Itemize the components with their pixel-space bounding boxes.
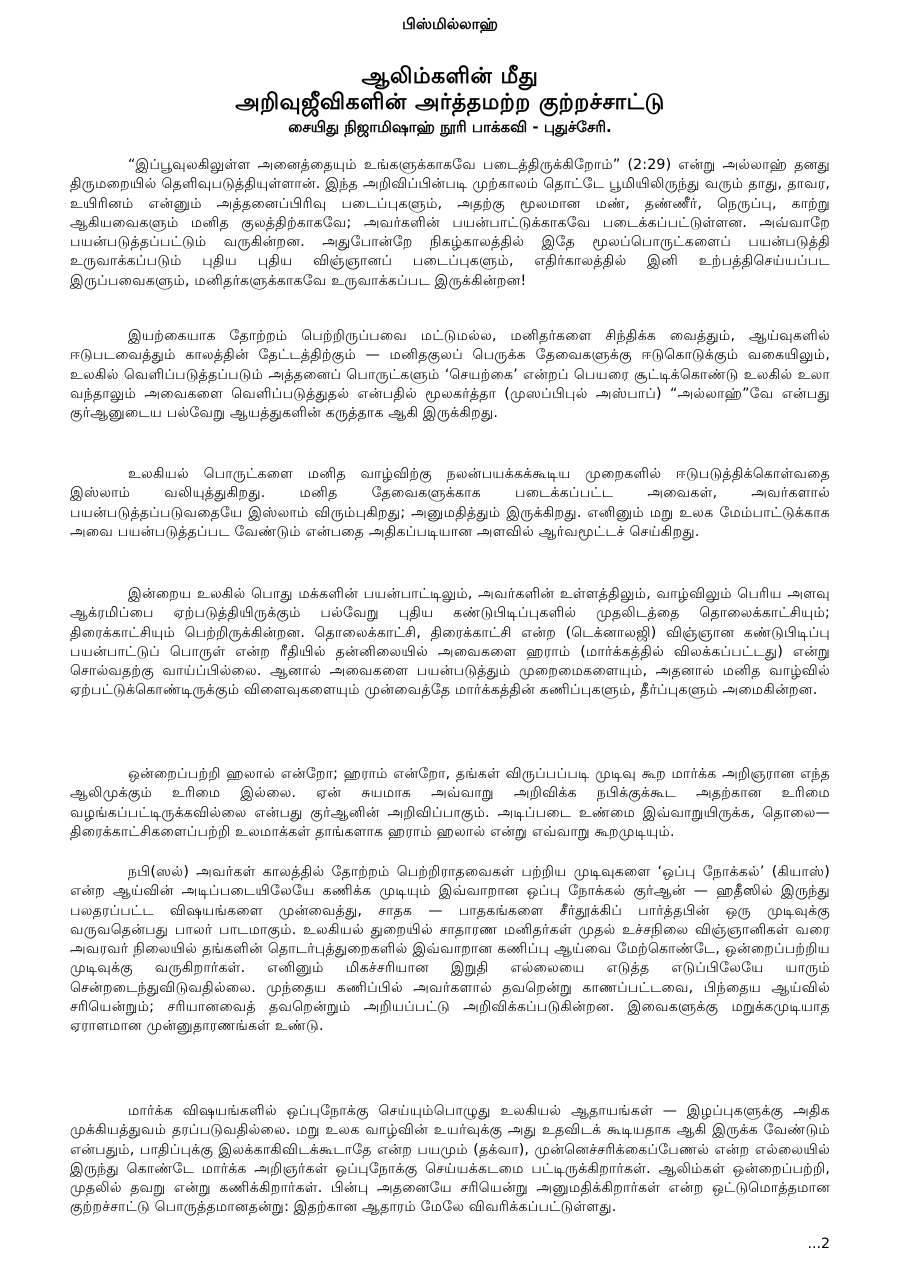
author-line: சையிது நிஜாமிஷாஹ் நூரி பாக்கவி - புதுச்சேரி. [288,118,612,136]
page-continuation-marker: ...2 [807,1236,830,1252]
paragraph-2: இயற்கையாக தோற்றம் பெற்றிருப்பவை மட்டுமல்ல, மனிதர்களை சிந்திக்க வைத்தும், ஆய்வுகளில் ஈடுபடவைத்தும் காலத்தின் தேட்டத்திற்கும் — மனிதகுலப் பெருக்க தேவைகளுக்கு ஈடுகொடுக்கும் வகையிலும், உலகில் வெளிப்படுத்தப்படும் அத்தனைப் பொருட்களும் ‘செயற்கை’ என்றப் பெயரை சூட்டிக்கொண்டு உலகில் உலா வந்தாலும் அவைகளை வெளிப்படுத்துதல் என்பதில் மூலகர்த்தா (முஸப்பிபுல் அஸ்பாப்) “அல்லாஹ்”வே என்பது குர்ஆனுடைய பல்வேறு ஆயத்துகளின் கருத்தாக ஆகி இருக்கிறது. [70,328,830,422]
title-line-1: ஆலிம்களின் மீது [361,64,539,89]
title-line-2: அறிவுஜீவிகளின் அர்த்தமற்ற குற்றச்சாட்டு [235,90,665,115]
paragraph-6: நபி(ஸல்) அவர்கள் காலத்தில் தோற்றம் பெற்றிராதவைகள் பற்றிய முடிவுகளை ‘ஒப்பு நோக்கல்’ (கியாஸ்) என்ற ஆய்வின் அடிப்படையிலேயே கணிக்க முடியும் இவ்வாறான ஒப்பு நோக்கல் குர்ஆன் — ஹதீஸில் இருந்து பலதரப்பட்ட விஷயங்களை முன்வைத்து, சாதக — பாதகங்களை சீர்தூக்கிப் பார்த்தபின் ஒரு முடிவுக்கு வருவதென்பது பாலர் பாடமாகும். உலகியல் துறையில் சாதாரண மனிதர்கள் முதல் உச்சநிலை விஞ்ஞானிகள் வரை அவரவர் நிலையில் தங்களின் தொடர்புத்துறைகளில் இவ்வாறான கணிப்பு ஆய்வை மேற்கொண்டே, ஒன்றைப்பற்றிய முடிவுக்கு வருகிறார்கள். எனினும் மிகச்சரியான இறுதி எல்லையை எடுத்த எடுப்பிலேயே யாரும் சென்றடைந்துவிடுவதில்லை. முந்தைய கணிப்பில் அவர்களால் தவறென்று காணப்பட்டவை, பிந்தைய ஆய்வில் சரியென்றும்; சரியானவைத் தவறென்றும் அறியப்பட்டு அறிவிக்கப்படுகின்றன. இவைகளுக்கு மறுக்கமுடியாத ஏராளமான முன்னுதாரணங்கள் உண்டு. [70,864,830,1035]
paragraph-3: உலகியல் பொருட்களை மனித வாழ்விற்கு நலன்பயக்கக்கூடிய முறைகளில் ஈடுபடுத்திக்கொள்வதை இஸ்லாம் வலியுத்துகிறது. மனித தேவைகளுக்காக படைக்கப்பட்ட அவைகள், அவர்களால் பயன்படுத்தப்படுவதையே இஸ்லாம் விரும்புகிறது; அனுமதித்தும் இருக்கிறது. எனினும் மறு உலக மேம்பாட்டுக்காக அவை பயன்படுத்தப்பட வேண்டும் என்பதை அதிகப்படியான அளவில் ஆர்வமூட்டச் செய்கிறது. [70,466,830,540]
paragraph-7: மார்க்க விஷயங்களில் ஒப்புநோக்கு செய்யும்பொழுது உலகியல் ஆதாயங்கள் — இழப்புகளுக்கு அதிக முக்கியத்துவம் தரப்படுவதில்லை. மறு உலக வாழ்வின் உயர்வுக்கு அது உதவிடக் கூடியதாக ஆகி இருக்க வேண்டும் என்பதும், பாதிப்புக்கு இலக்காகிவிடக்கூடாதே என்ற பயமும் (தக்வா), முன்னெச்சரிக்கைப்பேணல் என்ற எல்லையில் இருந்து கொண்டே மார்க்க அறிஞர்கள் ஒப்புநோக்கு செய்யக்கடமை பட்டிருக்கிறார்கள். ஆலிம்கள் ஒன்றைப்பற்றி, முதலில் தவறு என்று கணிக்கிறார்கள். பின்பு அதனையே சரியென்று அனுமதிக்கிறார்கள் என்ற ஒட்டுமொத்தமான குற்றச்சாட்டு பொருத்தமானதன்று: இதற்கான ஆதாரம் மேலே விவரிக்கப்பட்டுள்ளது. [70,1103,830,1216]
paragraph-1: “இப்பூவுலகிலுள்ள அனைத்தையும் உங்களுக்காகவே படைத்திருக்கிறோம்” (2:29) என்று அல்லாஹ் தனது திருமறையில் தெளிவுபடுத்தியுள்ளான். இந்த அறிவிப்பின்படி முற்காலம் தொட்டே பூமியிலிருந்து வரும் தாது, தாவர, உயிரினம் என்னும் அத்தனைப்பிரிவு படைப்புகளும், அதற்கு மூலமான மண், தண்ணீர், நெருப்பு, காற்று ஆகியவைகளும் மனித குலத்திற்காகவே; அவர்களின் பயன்பாட்டுக்காகவே படைக்கப்பட்டுள்ளன. அவ்வாறே பயன்படுத்தப்பட்டும் வருகின்றன. அதுபோன்றே நிகழ்காலத்தில் இதே மூலப்பொருட்களைப் பயன்படுத்தி உருவாக்கப்படும் புதிய புதிய விஞ்ஞானப் படைப்புகளும், எதிர்காலத்தில் இனி உற்பத்திசெய்யப்பட இருப்பவைகளும், மனிதர்களுக்காகவே உருவாக்கப்பட இருக்கின்றன! [70,157,830,289]
paragraph-4: இன்றைய உலகில் பொது மக்களின் பயன்பாட்டிலும், அவர்களின் உள்ளத்திலும், வாழ்விலும் பெரிய அளவு ஆக்ரமிப்பை ஏற்படுத்தியிருக்கும் பல்வேறு புதிய கண்டுபிடிப்புகளில் முதலிடத்தை தொலைக்காட்சியும்; திரைக்காட்சியும் பெற்றிருக்கின்றன. தொலைக்காட்சி, திரைக்காட்சி என்ற (டெக்னாலஜி) விஞ்ஞான கண்டுபிடிப்பு பயன்பாட்டுப் பொருள் என்ற ரீதியில் தன்னிலையில் அவைகளை ஹராம் (மார்க்கத்தில் விலக்கப்பட்டது) என்று சொல்வதற்கு வாய்ப்பில்லை. ஆனால் அவைகளை பயன்படுத்தும் முறைமைகளையும், அதனால் மனித வாழ்வில் ஏற்பட்டுக்கொண்டிருக்கும் விளைவுகளையும் முன்வைத்தே மார்க்கத்தின் கணிப்புகளும், தீர்ப்புகளும் அமைகின்றன. [70,586,830,699]
paragraph-5: ஒன்றைப்பற்றி ஹலால் என்றோ; ஹராம் என்றோ, தங்கள் விருப்பப்படி முடிவு கூற மார்க்க அறிஞரான எந்த ஆலிமுக்கும் உரிமை இல்லை. ஏன் சுயமாக அவ்வாறு அறிவிக்க நபிக்குக்கூட அதற்கான உரிமை வழங்கப்பட்டிருக்கவில்லை என்பது குர்ஆனின் அறிவிப்பாகும். அடிப்படை உண்மை இவ்வாறுயிருக்க, தொலை—திரைக்காட்சிகளைப்பற்றி உலமாக்கள் தாங்களாக ஹராம் ஹலால் என்று எவ்வாறு கூறமுடியும். [70,766,830,840]
bismillah-heading: பிஸ்மில்லாஹ் [402,15,498,33]
